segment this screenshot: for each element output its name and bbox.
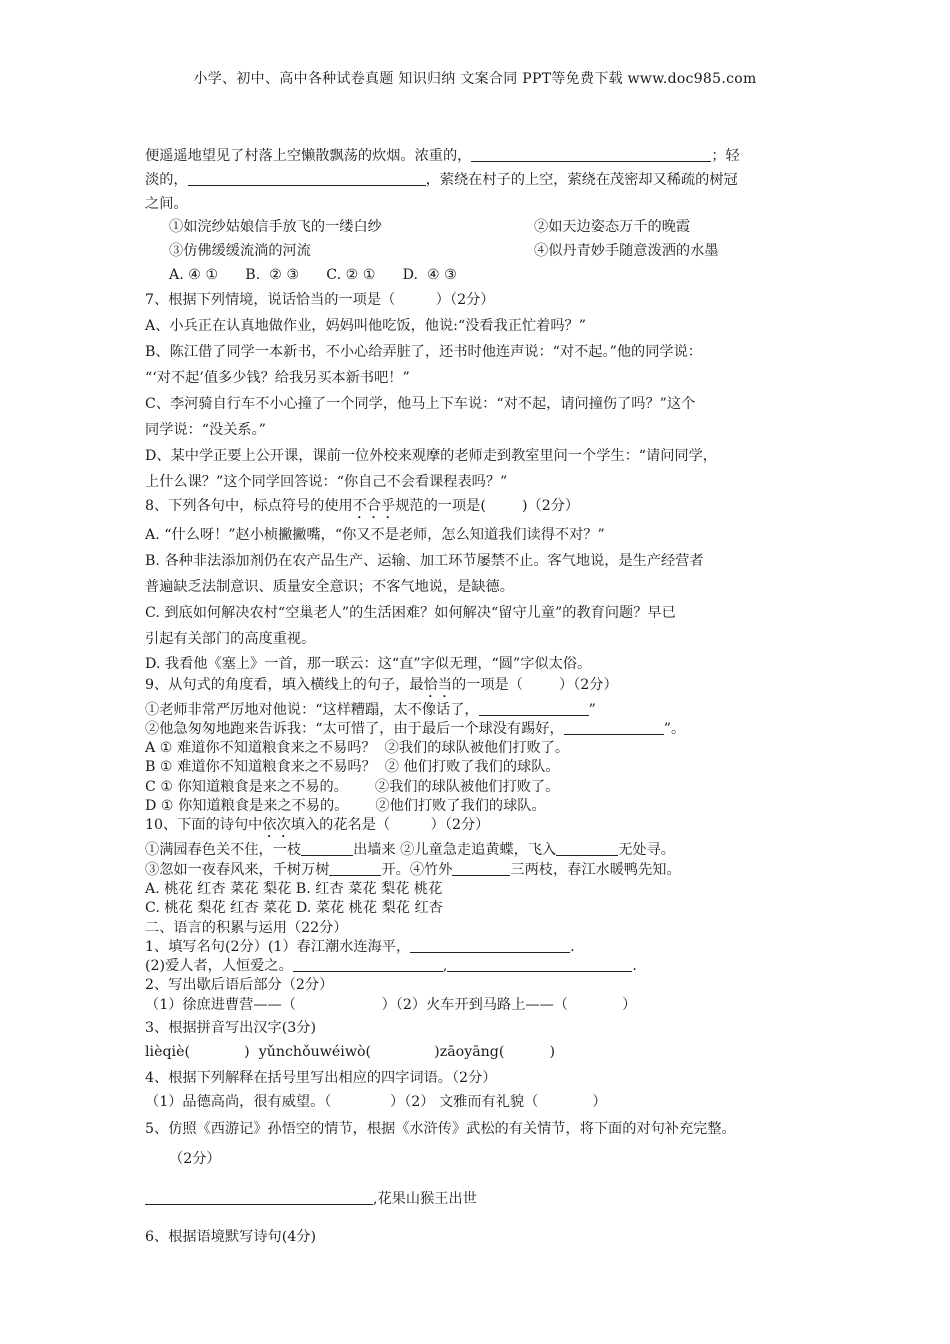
section-heading: 二、语言的积累与运用（22分） bbox=[145, 919, 348, 936]
page-header: 小学、初中、高中各种试卷真题 知识归纳 文案合同 PPT等免费下载 www.doc985.com bbox=[193, 71, 757, 87]
q8-option-d: D. 我看他《塞上》一首，那一联云：这“直”字似无理，“圆”字似太俗。 bbox=[145, 655, 592, 672]
q6-line1: 便遥遥地望见了村落上空懒散飘荡的炊烟。浓重的， bbox=[145, 148, 472, 164]
q10-blank-1[interactable] bbox=[301, 842, 353, 856]
q10-line-1: ①满园春色关不住，一枝 bbox=[145, 842, 302, 859]
q10-options-ab: A. 桃花 红杏 菜花 梨花 B. 红杏 菜花 梨花 桃花 bbox=[145, 880, 443, 897]
p2-stem: 2、写出歇后语后部分（2分） bbox=[145, 977, 334, 994]
p4-stem: 4、根据下列解释在括号里写出相应的四字词语。（2分） bbox=[145, 1069, 497, 1086]
q6-blank-1[interactable] bbox=[471, 148, 711, 162]
q9-option-b: B ① 难道你不知道粮食来之不易吗？ ② 他们打败了我们的球队。 bbox=[145, 759, 560, 776]
q6-line2: 淡的， bbox=[145, 171, 188, 188]
q7-option-a: A、小兵正在认真地做作业，妈妈叫他吃饭，他说:“没看我正忙着吗？” bbox=[145, 317, 586, 334]
q7-option-c: C、李河骑自行车不小心撞了一个同学，他马上下车说：“对不起，请问撞伤了吗？”这个 bbox=[145, 395, 696, 412]
q6-option-3: ③仿佛缓缓流淌的河流 bbox=[169, 243, 311, 260]
p1-blank-1[interactable] bbox=[410, 939, 570, 953]
q10-line-2: ③忽如一夜春风来，千树万树 bbox=[145, 861, 330, 878]
q7-stem: 7、根据下列情境，说话恰当的一项是（ ）（2分） bbox=[145, 291, 495, 308]
p3-answer-line: lièqiè( ) yǔnchǒuwéiwò( )zāoyāng( ) bbox=[145, 1043, 556, 1060]
q6-option-4: ④似丹青妙手随意泼洒的水墨 bbox=[534, 243, 719, 260]
q10-options-cd: C. 桃花 梨花 红杏 菜花 D. 菜花 桃花 梨花 红杏 bbox=[145, 900, 443, 917]
q10-blank-3[interactable] bbox=[329, 862, 381, 876]
q6-line3: 之间。 bbox=[145, 195, 188, 212]
p5-score: （2分） bbox=[169, 1151, 221, 1168]
q6-choices: A. ④ ① B. ② ③ C. ② ① D. ④ ③ bbox=[169, 266, 457, 283]
q9-blank-2[interactable] bbox=[564, 721, 664, 735]
q8-block: 8、下列各句中，标点符号的使用不合乎规范的一项是( )（2分） A. “什么呀！”赵小桢撇撇嘴，“你又不是老师，怎么知道我们读得不对？” B. 各种非法添加剂仍在农产品生产、运输、加工环节屡禁不止。客气地说，是生产经营者 普遍缺乏法制意识、质量安全意识；不客气地说，是缺德。 C. 到底如何解决农村“空巢老人”的生活困难？如何解决“留守儿童”的教育问题？早已 引起有关部门的高度重视。 D. 我看他《塞上》一首，那一联云：这“直”字似无理，“圆”字似太俗。 bbox=[145, 495, 810, 676]
p1-blank-2[interactable] bbox=[293, 958, 443, 972]
p6-stem: 6、根据语境默写诗句(4分) bbox=[145, 1229, 316, 1246]
q7-block: 7、根据下列情境，说话恰当的一项是（ ）（2分） A、小兵正在认真地做作业，妈妈叫他吃饭，他说:“没看我正忙着吗？” B、陈江借了同学一本新书，不小心给弄脏了，还书时他连声说：“对不起。”他的同学说： “‘对不起’值多少钱？给我另买本新书吧！” C、李河骑自行车不小心撞了一个同学，他马上下车说：“对不起，请问撞伤了吗？”这个 同学说：“没关系。” D、某中学正要上公开课，课前一位外校来观摩的老师走到教室里问一个学生：“请问同学， 上什么课？”这个同学回答说：“你自己不会看课程表吗？” bbox=[145, 289, 810, 495]
q9-option-a: A ① 难道你不知道粮食来之不易吗？ ②我们的球队被他们打败了。 bbox=[145, 740, 570, 757]
section2-block-2 bbox=[145, 1017, 810, 1250]
section2-block: 二、语言的积累与运用（22分） 1、填写名句(2分）(1）春江潮水连海平， . (2)爱人者，人恒爱之。 , . 2、写出歇后语后部分（2分） （1）徐庶进曹营——（ ）（2）火车开到马路上——（ ） bbox=[145, 919, 810, 1015]
p5-stem: 5、仿照《西游记》孙悟空的情节，根据《水浒传》武松的有关情节，将下面的对句补充完整。 bbox=[145, 1121, 736, 1138]
q10-blank-4[interactable] bbox=[452, 862, 510, 876]
p5-blank[interactable] bbox=[145, 1191, 373, 1205]
p1-line-b: (2)爱人者，人恒爱之。 bbox=[145, 958, 293, 975]
p4-answer-line: （1）品德高尚，很有威望。（ ）（2） 文雅而有礼貌（ ） bbox=[145, 1093, 607, 1110]
q10-block: 10、下面的诗句中依次填入的花名是（ ）（2分） ①满园春色关不住，一枝 出墙来 ②儿童急走追黄蝶，飞入 无处寻。 ③忽如一夜春风来，千树万树 开。④竹外 三两枝，春江水暖鸭先知。 A. 桃花 红杏 菜花 梨花 B. 红杏 菜花 梨花 桃花 C. 桃花 梨花 红杏 菜花 D. 菜花 桃花 梨花 红杏 bbox=[145, 816, 810, 918]
q6-block: 便遥遥地望见了村落上空懒散飘荡的炊烟。浓重的， ；轻 淡的， ，萦绕在村子的上空，萦绕在茂密却又稀疏的树冠 之间。 ①如浣纱姑娘信手放飞的一缕白纱 ②如天边姿态万千的晚霞 ③仿佛缓缓流淌的河流 ④似丹青妙手随意泼洒的水墨 A. ④ ① B. ② ③ C. ② ① D. ④ ③ bbox=[145, 145, 810, 288]
q9-sentence-1: ①老师非常严厉地对他说：“这样糟蹋，太不像话了， bbox=[145, 701, 479, 718]
p1-blank-3[interactable] bbox=[447, 958, 632, 972]
q9-option-d: D ① 你知道粮食是来之不易的。 ②他们打败了我们的球队。 bbox=[145, 798, 546, 815]
q9-emphasis: 恰当 bbox=[423, 676, 452, 693]
q10-blank-2[interactable] bbox=[556, 842, 618, 856]
q6-option-1: ①如浣纱姑娘信手放飞的一缕白纱 bbox=[169, 219, 382, 236]
q8-option-c: C. 到底如何解决农村“空巢老人”的生活困难？如何解决“留守儿童”的教育问题？早已 bbox=[145, 604, 676, 621]
q9-block: 9、从句式的角度看，填入横线上的句子，最恰当的一项是（ ）（2分） ①老师非常严厉地对他说：“这样糟蹋，太不像话了， ” ②他急匆匆地跑来告诉我：“太可惜了，由于最后一个球没有踢好， ”。 A ① 难道你不知道粮食来之不易吗？ ②我们的球队被他们打败了。 B ① 难道你不知道粮食来之不易吗？ ② 他们打败了我们的球队。 C ① 你知道粮食是来之不易的。 ②我们的球队被他们打败了。 D ① 你知道粮食是来之不易的。 ②他们打败了我们的球队。 bbox=[145, 676, 810, 817]
q10-emphasis: 依次 bbox=[262, 817, 291, 834]
p3-stem: 3、根据拼音写出汉字(3分) bbox=[145, 1020, 316, 1037]
q9-blank-1[interactable] bbox=[479, 702, 589, 716]
q9-option-c: C ① 你知道粮食是来之不易的。 ②我们的球队被他们打败了。 bbox=[145, 778, 560, 795]
q6-option-2: ②如天边姿态万千的晚霞 bbox=[534, 219, 691, 236]
q10-stem: 10、下面的诗句中依次填入的花名是（ ）（2分） bbox=[145, 817, 490, 834]
p5-answer-line: ,花果山猴王出世 bbox=[373, 1191, 477, 1208]
q6-blank-2[interactable] bbox=[188, 172, 426, 186]
q9-sentence-2: ②他急匆匆地跑来告诉我：“太可惜了，由于最后一个球没有踢好， bbox=[145, 720, 564, 737]
q8-option-b: B. 各种非法添加剂仍在农产品生产、运输、加工环节屡禁不止。客气地说，是生产经营者 bbox=[145, 552, 704, 569]
q9-stem: 9、从句式的角度看，填入横线上的句子，最恰当的一项是（ ）（2分） bbox=[145, 676, 618, 693]
q7-option-b: B、陈江借了同学一本新书，不小心给弄脏了，还书时他连声说：“对不起。”他的同学说： bbox=[145, 343, 702, 360]
q8-stem: 8、下列各句中，标点符号的使用不合乎规范的一项是( )（2分） bbox=[145, 497, 580, 514]
q8-option-a: A. “什么呀！”赵小桢撇撇嘴，“你又不是老师，怎么知道我们读得不对？” bbox=[145, 526, 605, 543]
exam-content bbox=[145, 145, 810, 1250]
p1-line-a: 1、填写名句(2分）(1）春江潮水连海平， bbox=[145, 938, 411, 955]
p2-answer-line: （1）徐庶进曹营——（ ）（2）火车开到马路上——（ ） bbox=[145, 996, 637, 1013]
q7-option-d: D、某中学正要上公开课，课前一位外校来观摩的老师走到教室里问一个学生：“请问同学， bbox=[145, 447, 717, 464]
q8-emphasis: 不合乎 bbox=[352, 497, 396, 514]
